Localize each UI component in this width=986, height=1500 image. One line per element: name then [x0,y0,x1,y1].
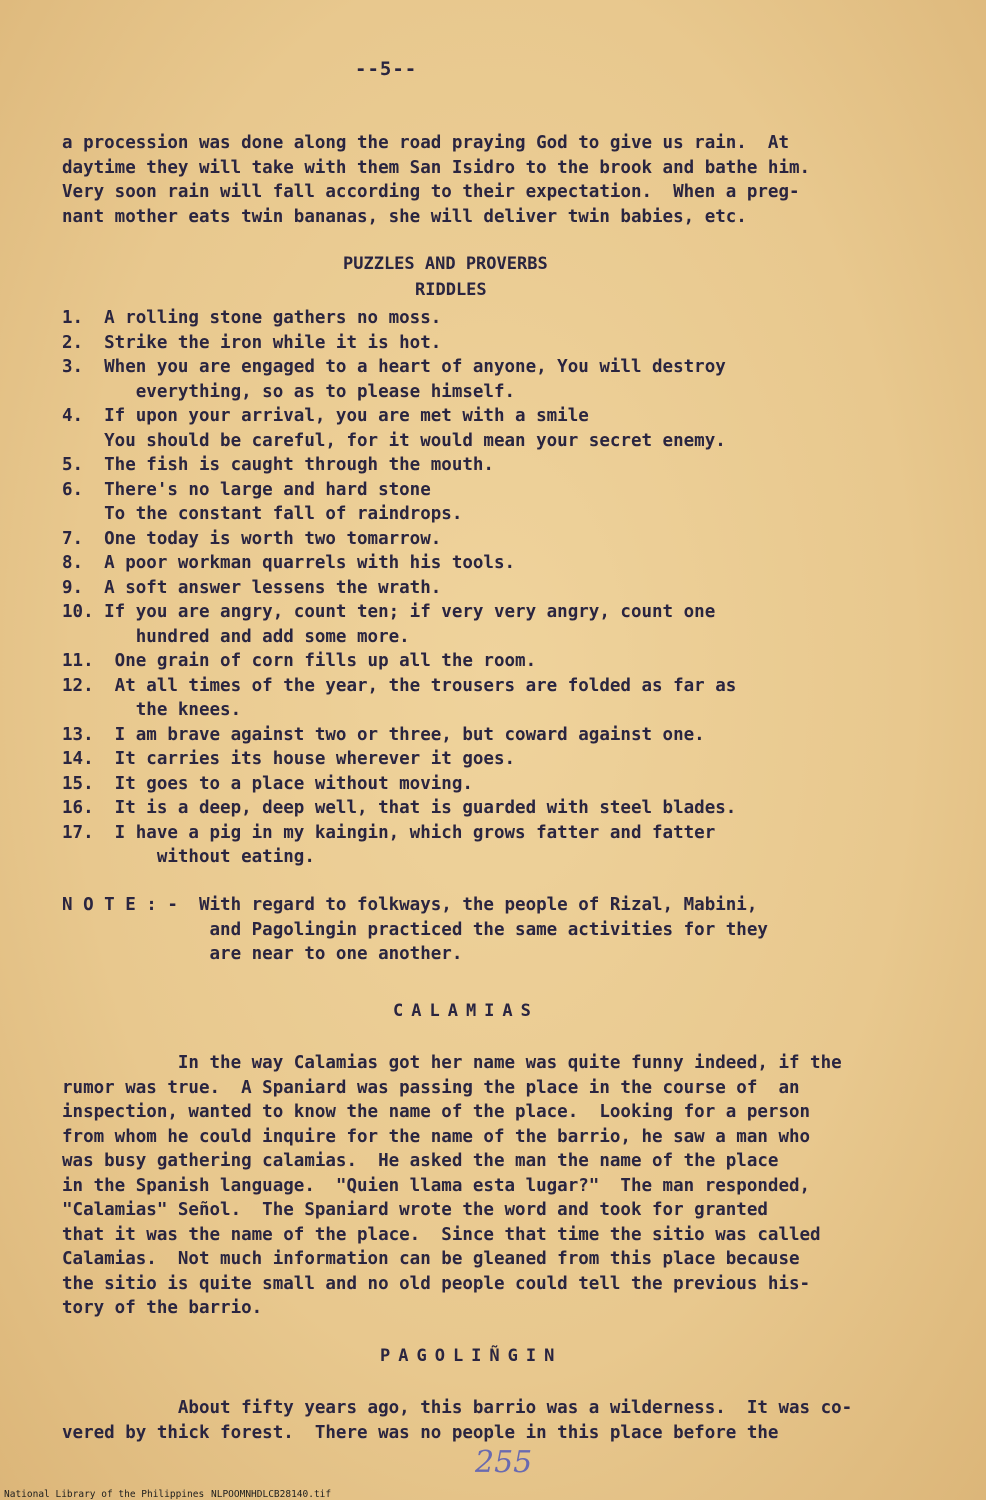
page-number: --5-- [355,58,418,80]
paragraph-folkways-end: a procession was done along the road praying God to give us rain. At daytime they will take with them San Isidro to the brook and bathe him. Very soon rain will fall according to their expectation. When a preg- nant mother eats twin bananas, she will deliver twin babies, etc. [62,133,811,227]
heading-pagolingin: PAGOLIÑGIN [380,1346,563,1366]
heading-puzzles-and-proverbs: PUZZLES AND PROVERBS [343,254,548,274]
heading-calamias: CALAMIAS [393,1001,539,1021]
footer-library-name: National Library of the Philippines [4,1489,205,1500]
footer-file-name: NLPOOMNHDLCB28140.tif [211,1489,332,1500]
riddles-list: 1. A rolling stone gathers no moss. 2. Strike the iron while it is hot. 3. When you are engaged to a heart of anyone, You will destroy everything, so as to please himself. 4. If upon your arrival, you are met with a smile You should be careful, for it would mean your secret enemy. 5. The fish is caught through the mouth. 6. There's no large and hard stone To the constant fall of raindrops. 7. One today is worth two tomarrow. 8. A poor workman quarrels with his tools. 9. A soft answer lessens the wrath. 10. If you are angry, count ten; if very very angry, count one hundred and add some more. 11. One grain of corn fills up all the room. 12. At all times of the year, the trousers are folded as far as the knees. 13. I am brave against two or three, but coward against one. 14. It carries its house wherever it goes. 15. It goes to a place without moving. 16. It is a deep, deep well, that is guarded with steel blades. 17. I have a pig in my kaingin, which grows fatter and fatter without eating. [62,308,737,867]
paragraph-calamias: In the way Calamias got her name was quite funny indeed, if the rumor was true. A Spaniard was passing the place in the course of an inspection, wanted to know the name of the place. Looking for a person from whom he could inquire for the name of the barrio, he saw a man who was busy gathering calamias. He asked the man the name of the place in the Spanish language. "Quien llama esta lugar?" The man responded, "Calamias" Señol. The Spaniard wrote the word and took for granted that it was the name of the place. Since that time the sitio was called Calamias. Not much information can be gleaned from this place because the sitio is quite small and no old people could tell the previous his- tory of the barrio. [62,1053,842,1318]
paragraph-pagolingin: About fifty years ago, this barrio was a wilderness. It was co- vered by thick forest. There was no people in this place before the [62,1398,853,1443]
note-paragraph: N O T E : - With regard to folkways, the people of Rizal, Mabini, and Pagolingin practiced the same activities for they are near to one another. [62,895,768,964]
heading-riddles: RIDDLES [415,280,487,300]
handwritten-page-number: 255 [475,1445,533,1480]
